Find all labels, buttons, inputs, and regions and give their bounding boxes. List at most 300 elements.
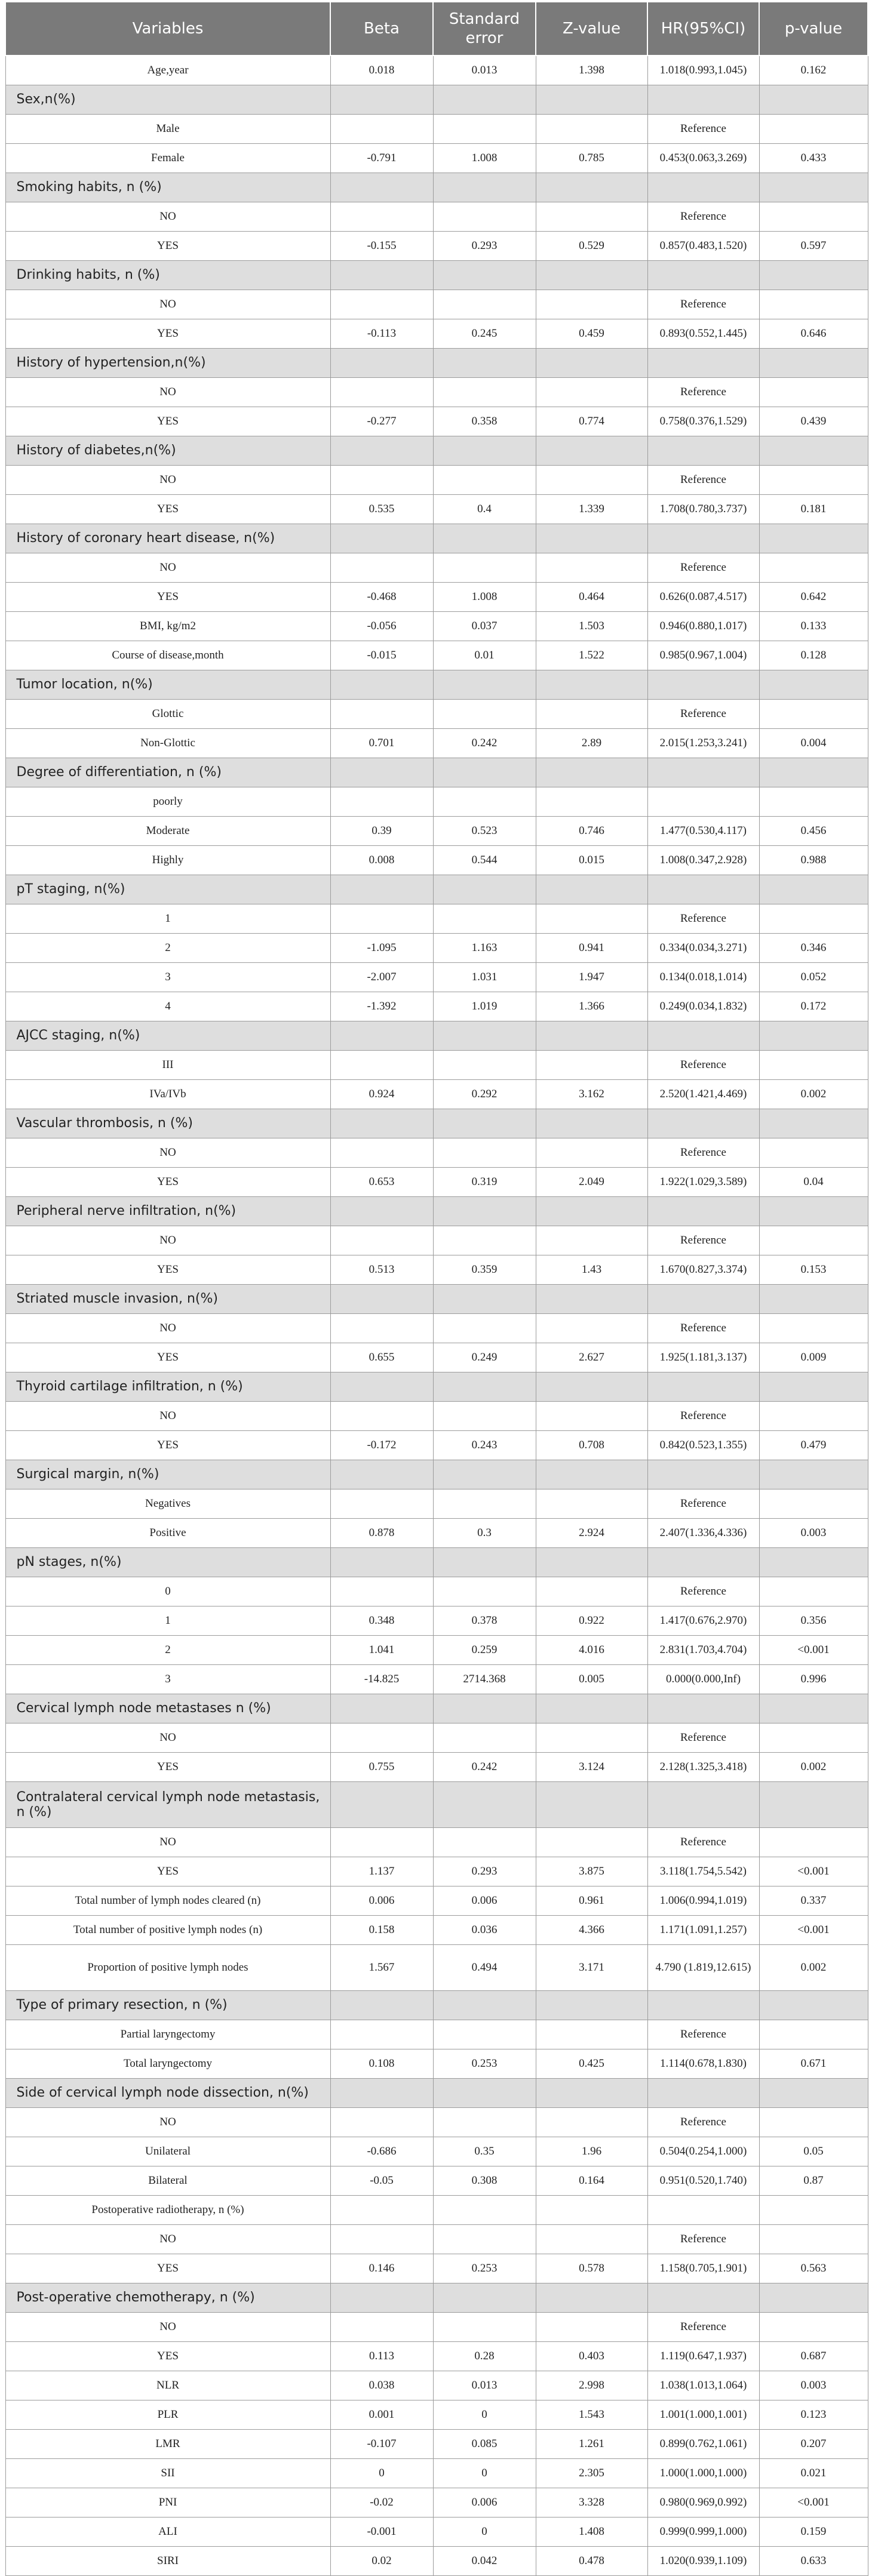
section-empty-cell (759, 1285, 868, 1314)
cell-z-value (536, 1577, 647, 1606)
cell-standard-error: 0.253 (433, 2254, 536, 2283)
section-empty-cell (647, 1782, 759, 1828)
cell-variable: NO (5, 1828, 330, 1857)
col-header-hr-ci: HR(95%CI) (647, 2, 759, 56)
table-row (5, 1577, 868, 1606)
cell-beta: -1.392 (330, 992, 433, 1021)
cell-standard-error: 0.243 (433, 1431, 536, 1460)
cell-standard-error (433, 1314, 536, 1343)
section-empty-cell (759, 2283, 868, 2313)
cell-variable: BMI, kg/m2 (5, 612, 330, 641)
table-row (5, 992, 868, 1021)
cell-z-value: 2.305 (536, 2459, 647, 2488)
cell-z-value (536, 2313, 647, 2342)
section-empty-cell (330, 261, 433, 290)
cell-p-value: 0.439 (759, 407, 868, 436)
section-empty-cell (647, 875, 759, 904)
table-row (5, 1255, 868, 1285)
cell-p-value (759, 787, 868, 817)
cell-beta (330, 378, 433, 407)
cell-standard-error (433, 1577, 536, 1606)
cell-beta: -0.172 (330, 1431, 433, 1460)
section-empty-cell (759, 1694, 868, 1724)
cell-standard-error: 1.163 (433, 934, 536, 963)
cell-p-value: 0.159 (759, 2517, 868, 2547)
section-empty-cell (433, 1285, 536, 1314)
cell-variable: LMR (5, 2430, 330, 2459)
section-row (5, 173, 868, 202)
cell-z-value: 2.627 (536, 1343, 647, 1372)
section-row (5, 875, 868, 904)
cell-standard-error: 0.036 (433, 1916, 536, 1945)
section-empty-cell (330, 2283, 433, 2313)
cell-beta: 0.755 (330, 1753, 433, 1782)
section-empty-cell (433, 85, 536, 115)
section-empty-cell (647, 1548, 759, 1577)
cell-variable: Course of disease,month (5, 641, 330, 670)
cell-hr-ci: 2.015(1.253,3.241) (647, 729, 759, 758)
cell-p-value: 0.05 (759, 2137, 868, 2166)
cell-beta: -0.02 (330, 2488, 433, 2517)
cell-beta: 1.567 (330, 1945, 433, 1991)
cell-beta (330, 115, 433, 144)
section-row (5, 1372, 868, 1402)
col-header-variables: Variables (5, 2, 330, 56)
cell-p-value: <0.001 (759, 1916, 868, 1945)
section-row (5, 1694, 868, 1724)
cell-variable: YES (5, 1343, 330, 1372)
cell-beta (330, 290, 433, 319)
table-row (5, 2430, 868, 2459)
table-row (5, 1489, 868, 1519)
section-empty-cell (647, 85, 759, 115)
cell-standard-error: 1.008 (433, 144, 536, 173)
table-row (5, 2196, 868, 2225)
cell-p-value (759, 1138, 868, 1168)
cell-z-value (536, 2225, 647, 2254)
cell-beta (330, 1489, 433, 1519)
section-empty-cell (433, 1021, 536, 1051)
section-empty-cell (330, 1548, 433, 1577)
cell-standard-error: 0.359 (433, 1255, 536, 1285)
table-row (5, 729, 868, 758)
cell-hr-ci: Reference (647, 1051, 759, 1080)
cell-z-value: 3.162 (536, 1080, 647, 1109)
cell-p-value (759, 466, 868, 495)
cell-beta: -0.05 (330, 2166, 433, 2196)
cell-variable: SIRI (5, 2547, 330, 2576)
cell-hr-ci: Reference (647, 466, 759, 495)
section-empty-cell (647, 1460, 759, 1489)
section-empty-cell (759, 2079, 868, 2108)
section-label: pT staging, n(%) (5, 875, 330, 904)
cell-p-value: 0.356 (759, 1606, 868, 1636)
section-empty-cell (330, 173, 433, 202)
cell-variable: Total number of positive lymph nodes (n) (5, 1916, 330, 1945)
cell-p-value: 0.996 (759, 1665, 868, 1694)
cell-beta: 0.113 (330, 2342, 433, 2371)
header-row (5, 2, 868, 56)
section-label: Contralateral cervical lymph node metastasis, n (%) (5, 1782, 330, 1828)
table-row (5, 2137, 868, 2166)
section-empty-cell (536, 436, 647, 466)
cell-beta: -14.825 (330, 1665, 433, 1694)
cell-p-value (759, 2020, 868, 2049)
cell-beta (330, 1828, 433, 1857)
section-empty-cell (433, 524, 536, 553)
section-row (5, 1991, 868, 2020)
table-row (5, 319, 868, 349)
cell-p-value: 0.162 (759, 56, 868, 85)
cell-variable: 4 (5, 992, 330, 1021)
section-empty-cell (330, 1991, 433, 2020)
cell-variable: 1 (5, 904, 330, 934)
cell-variable: Non-Glottic (5, 729, 330, 758)
cell-standard-error (433, 290, 536, 319)
cell-hr-ci (647, 2196, 759, 2225)
cell-beta (330, 466, 433, 495)
cell-beta: -0.155 (330, 232, 433, 261)
section-empty-cell (536, 1991, 647, 2020)
table-row (5, 2020, 868, 2049)
cell-hr-ci: 4.790 (1.819,12.615) (647, 1945, 759, 1991)
cell-hr-ci: 1.119(0.647,1.937) (647, 2342, 759, 2371)
cell-standard-error: 0.253 (433, 2049, 536, 2079)
table-row (5, 2049, 868, 2079)
cell-p-value (759, 290, 868, 319)
cell-standard-error (433, 1138, 536, 1168)
cell-standard-error: 0.319 (433, 1168, 536, 1197)
section-empty-cell (759, 173, 868, 202)
section-label: Peripheral nerve infiltration, n(%) (5, 1197, 330, 1226)
cell-standard-error: 0 (433, 2400, 536, 2430)
cell-z-value (536, 1402, 647, 1431)
cell-z-value: 3.875 (536, 1857, 647, 1886)
section-empty-cell (536, 1021, 647, 1051)
cell-standard-error: 0.293 (433, 232, 536, 261)
cell-variable: 1 (5, 1606, 330, 1636)
section-empty-cell (759, 670, 868, 700)
table-row (5, 2166, 868, 2196)
cell-p-value: 0.004 (759, 729, 868, 758)
table-row (5, 407, 868, 436)
cell-beta: 0.655 (330, 1343, 433, 1372)
cell-variable: YES (5, 1753, 330, 1782)
table-row (5, 553, 868, 583)
cell-p-value: 0.479 (759, 1431, 868, 1460)
cell-z-value: 0.403 (536, 2342, 647, 2371)
cell-hr-ci: Reference (647, 553, 759, 583)
cell-hr-ci: 0.504(0.254,1.000) (647, 2137, 759, 2166)
cell-p-value (759, 2225, 868, 2254)
section-empty-cell (330, 1460, 433, 1489)
cell-p-value (759, 1051, 868, 1080)
cell-standard-error (433, 700, 536, 729)
cell-variable: NO (5, 1402, 330, 1431)
table-row (5, 1402, 868, 1431)
section-label: Surgical margin, n(%) (5, 1460, 330, 1489)
cell-beta (330, 553, 433, 583)
cell-p-value: 0.207 (759, 2430, 868, 2459)
section-empty-cell (536, 349, 647, 378)
section-empty-cell (536, 758, 647, 787)
table-row (5, 1606, 868, 1636)
cell-beta: -0.107 (330, 2430, 433, 2459)
cell-beta: -0.113 (330, 319, 433, 349)
table-row (5, 583, 868, 612)
section-empty-cell (647, 1694, 759, 1724)
cell-standard-error: 0 (433, 2517, 536, 2547)
cell-standard-error: 1.031 (433, 963, 536, 992)
cell-variable: NO (5, 466, 330, 495)
section-empty-cell (647, 436, 759, 466)
section-empty-cell (433, 1548, 536, 1577)
section-empty-cell (647, 670, 759, 700)
cell-p-value: 0.003 (759, 2371, 868, 2400)
cell-variable: 3 (5, 963, 330, 992)
cell-standard-error (433, 1489, 536, 1519)
cell-standard-error: 1.019 (433, 992, 536, 1021)
cell-standard-error: 0.523 (433, 817, 536, 846)
cell-p-value (759, 1402, 868, 1431)
cell-variable: 3 (5, 1665, 330, 1694)
table-row (5, 56, 868, 85)
cell-beta: 0.348 (330, 1606, 433, 1636)
section-empty-cell (433, 261, 536, 290)
cell-z-value: 1.543 (536, 2400, 647, 2430)
table-row (5, 2488, 868, 2517)
cell-standard-error (433, 378, 536, 407)
cell-p-value: 0.052 (759, 963, 868, 992)
cell-z-value: 1.408 (536, 2517, 647, 2547)
cell-standard-error: 0.28 (433, 2342, 536, 2371)
cell-z-value: 2.049 (536, 1168, 647, 1197)
cell-p-value: 0.687 (759, 2342, 868, 2371)
table-row (5, 934, 868, 963)
table-row (5, 2459, 868, 2488)
cell-beta: 0.006 (330, 1886, 433, 1916)
section-empty-cell (536, 524, 647, 553)
section-empty-cell (759, 1109, 868, 1138)
cell-beta: 0.038 (330, 2371, 433, 2400)
cell-beta: -2.007 (330, 963, 433, 992)
section-row (5, 2283, 868, 2313)
cell-hr-ci: 1.020(0.939,1.109) (647, 2547, 759, 2576)
table-row (5, 1828, 868, 1857)
cell-p-value: <0.001 (759, 1636, 868, 1665)
section-empty-cell (330, 875, 433, 904)
table-row (5, 1753, 868, 1782)
cell-beta: 0.018 (330, 56, 433, 85)
cell-variable: 2 (5, 934, 330, 963)
cell-z-value (536, 553, 647, 583)
cell-z-value: 1.366 (536, 992, 647, 1021)
cell-z-value (536, 1226, 647, 1255)
cell-z-value: 0.529 (536, 232, 647, 261)
table-row (5, 115, 868, 144)
section-empty-cell (647, 349, 759, 378)
cell-z-value: 0.708 (536, 1431, 647, 1460)
cell-standard-error: 0.037 (433, 612, 536, 641)
cell-hr-ci: 1.922(1.029,3.589) (647, 1168, 759, 1197)
cell-beta (330, 2225, 433, 2254)
table-row (5, 2108, 868, 2137)
table-row (5, 1857, 868, 1886)
cell-hr-ci: 1.171(1.091,1.257) (647, 1916, 759, 1945)
cell-z-value: 0.578 (536, 2254, 647, 2283)
section-empty-cell (330, 436, 433, 466)
cell-beta (330, 787, 433, 817)
section-empty-cell (647, 758, 759, 787)
cell-hr-ci: 0.000(0.000,Inf) (647, 1665, 759, 1694)
table-row (5, 232, 868, 261)
cell-beta: 0.146 (330, 2254, 433, 2283)
cell-hr-ci: 1.006(0.994,1.019) (647, 1886, 759, 1916)
section-row (5, 85, 868, 115)
section-empty-cell (536, 1782, 647, 1828)
cell-beta: -0.686 (330, 2137, 433, 2166)
cell-hr-ci: 0.453(0.063,3.269) (647, 144, 759, 173)
section-empty-cell (536, 2079, 647, 2108)
table-row (5, 2342, 868, 2371)
cell-z-value: 0.941 (536, 934, 647, 963)
cell-p-value: 0.021 (759, 2459, 868, 2488)
cell-variable: YES (5, 407, 330, 436)
cell-z-value (536, 1314, 647, 1343)
cell-p-value: 0.337 (759, 1886, 868, 1916)
section-empty-cell (433, 1460, 536, 1489)
section-empty-cell (536, 1548, 647, 1577)
cell-z-value (536, 2020, 647, 2049)
cell-z-value: 0.478 (536, 2547, 647, 2576)
table-row (5, 2225, 868, 2254)
cell-beta: 0.535 (330, 495, 433, 524)
cell-p-value: 0.642 (759, 583, 868, 612)
cell-p-value (759, 115, 868, 144)
cell-z-value: 1.398 (536, 56, 647, 85)
table-row (5, 1080, 868, 1109)
cell-z-value: 1.43 (536, 1255, 647, 1285)
cell-hr-ci: 1.925(1.181,3.137) (647, 1343, 759, 1372)
cell-standard-error: 2714.368 (433, 1665, 536, 1694)
cell-variable: YES (5, 1255, 330, 1285)
cell-beta (330, 1314, 433, 1343)
cell-variable: Negatives (5, 1489, 330, 1519)
cell-standard-error (433, 553, 536, 583)
table-row (5, 612, 868, 641)
cell-variable: PLR (5, 2400, 330, 2430)
cell-z-value (536, 1051, 647, 1080)
section-empty-cell (759, 436, 868, 466)
cell-hr-ci: Reference (647, 1314, 759, 1343)
section-empty-cell (330, 1694, 433, 1724)
cell-p-value (759, 2108, 868, 2137)
cell-variable: 2 (5, 1636, 330, 1665)
section-empty-cell (433, 1991, 536, 2020)
section-empty-cell (433, 1197, 536, 1226)
section-row (5, 436, 868, 466)
section-empty-cell (647, 1197, 759, 1226)
cell-variable: NO (5, 290, 330, 319)
section-label: Thyroid cartilage infiltration, n (%) (5, 1372, 330, 1402)
cell-beta (330, 2313, 433, 2342)
section-label: History of coronary heart disease, n(%) (5, 524, 330, 553)
cell-standard-error: 0.494 (433, 1945, 536, 1991)
cell-z-value: 0.785 (536, 144, 647, 173)
cell-hr-ci: 0.999(0.999,1.000) (647, 2517, 759, 2547)
cell-hr-ci: 0.980(0.969,0.992) (647, 2488, 759, 2517)
cell-z-value: 0.459 (536, 319, 647, 349)
section-empty-cell (759, 1021, 868, 1051)
cell-hr-ci: Reference (647, 1489, 759, 1519)
cell-standard-error (433, 2108, 536, 2137)
cell-hr-ci: Reference (647, 1138, 759, 1168)
cell-hr-ci: 1.001(1.000,1.001) (647, 2400, 759, 2430)
section-empty-cell (759, 1991, 868, 2020)
cell-z-value: 1.261 (536, 2430, 647, 2459)
section-empty-cell (433, 758, 536, 787)
section-empty-cell (330, 1021, 433, 1051)
cell-variable: YES (5, 2254, 330, 2283)
cell-beta (330, 700, 433, 729)
cell-beta: 0.108 (330, 2049, 433, 2079)
cell-p-value: 0.633 (759, 2547, 868, 2576)
cell-hr-ci: 0.134(0.018,1.014) (647, 963, 759, 992)
section-label: Sex,n(%) (5, 85, 330, 115)
cell-z-value (536, 1724, 647, 1753)
cell-beta: -0.791 (330, 144, 433, 173)
section-empty-cell (433, 1694, 536, 1724)
section-empty-cell (433, 875, 536, 904)
section-empty-cell (433, 1782, 536, 1828)
cell-p-value (759, 1314, 868, 1343)
section-empty-cell (759, 1460, 868, 1489)
cell-hr-ci: 2.520(1.421,4.469) (647, 1080, 759, 1109)
cell-hr-ci: Reference (647, 115, 759, 144)
cell-variable: NO (5, 202, 330, 232)
cell-hr-ci: Reference (647, 378, 759, 407)
table-row (5, 1431, 868, 1460)
table-row (5, 1051, 868, 1080)
cell-standard-error (433, 904, 536, 934)
cell-variable: YES (5, 1857, 330, 1886)
section-row (5, 1460, 868, 1489)
cell-z-value: 1.339 (536, 495, 647, 524)
table-row (5, 904, 868, 934)
cell-z-value (536, 1828, 647, 1857)
cell-hr-ci: 1.158(0.705,1.901) (647, 2254, 759, 2283)
cell-hr-ci: Reference (647, 2108, 759, 2137)
section-empty-cell (647, 261, 759, 290)
section-empty-cell (536, 670, 647, 700)
cell-z-value: 0.464 (536, 583, 647, 612)
cell-standard-error (433, 2225, 536, 2254)
cell-hr-ci: 1.417(0.676,2.970) (647, 1606, 759, 1636)
cell-standard-error: 0.259 (433, 1636, 536, 1665)
cell-z-value: 0.005 (536, 1665, 647, 1694)
cell-standard-error: 1.008 (433, 583, 536, 612)
section-empty-cell (330, 1109, 433, 1138)
section-row (5, 1548, 868, 1577)
cell-hr-ci: Reference (647, 700, 759, 729)
section-empty-cell (536, 85, 647, 115)
cell-variable: NO (5, 1226, 330, 1255)
section-row (5, 1109, 868, 1138)
section-empty-cell (330, 85, 433, 115)
cell-beta: -0.001 (330, 2517, 433, 2547)
section-empty-cell (330, 1782, 433, 1828)
cell-hr-ci: 2.407(1.336,4.336) (647, 1519, 759, 1548)
